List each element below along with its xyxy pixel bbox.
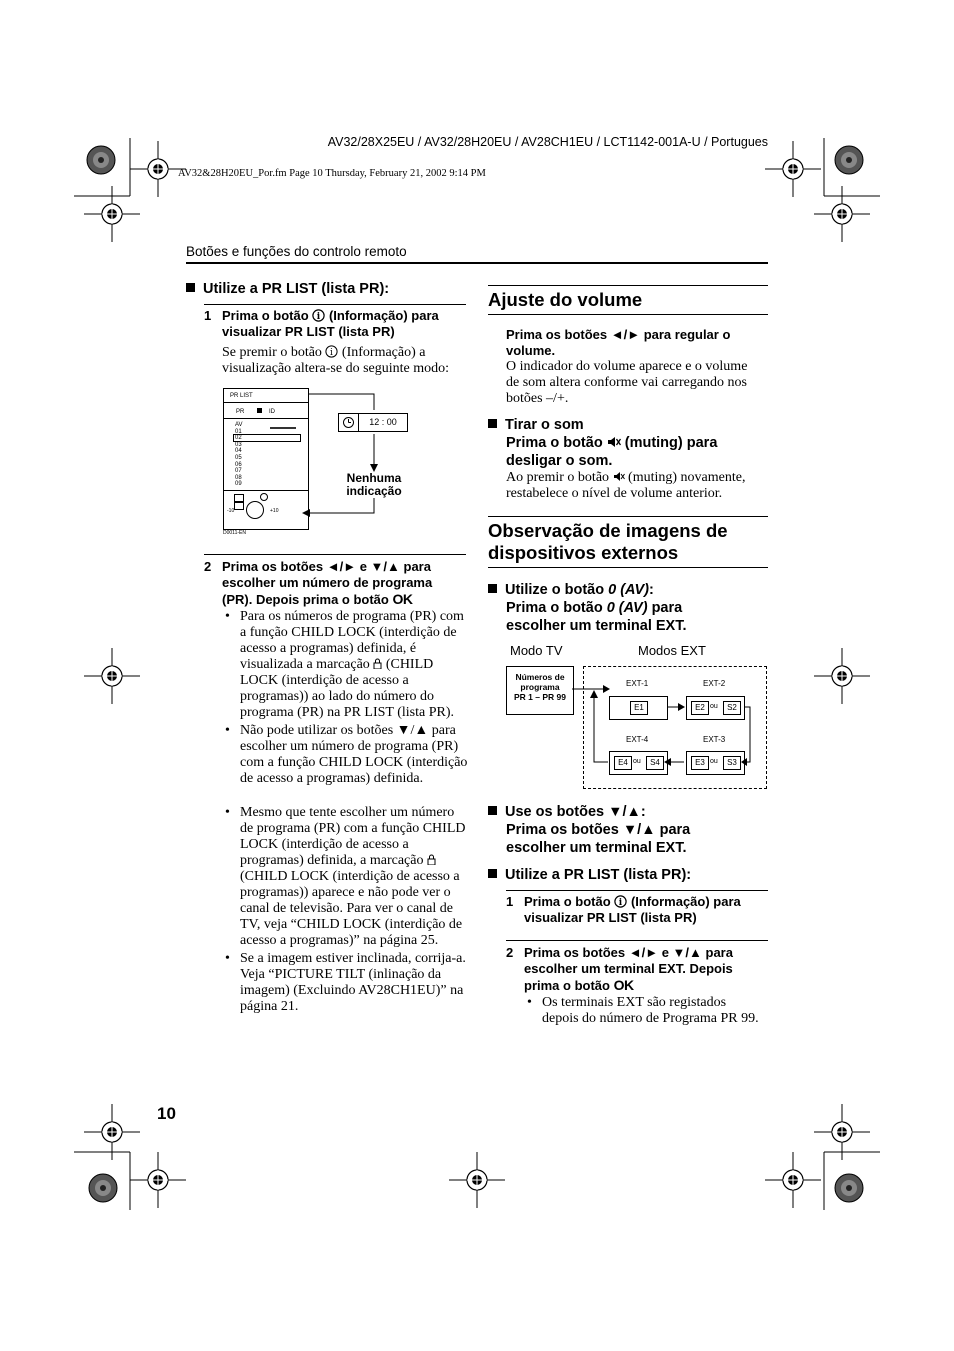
column-pr: PR (236, 409, 245, 415)
volume-step: Prima os botões ◄/► para regular o volume. (506, 327, 731, 358)
bullet-item: • Para os números de programa (PR) com a função CHILD LOCK (interdição de acesso a programas) definida, é visualizada a marcação (CHILD LOCK (interdição de acesso a programas)) ao lado do número do programa (PR) na PR LIST (lista PR). (240, 609, 468, 721)
tv-mode-box: Números de programa PR 1 – PR 99 (506, 666, 574, 715)
square-bullet-icon (488, 419, 497, 428)
left-step2: Prima os botões ◄/► e ▼/▲ para escolher um número de programa (PR). Depois prima o botão OK (222, 559, 433, 607)
svg-text:i: i (330, 348, 334, 358)
updown-step: Prima os botões ▼/▲ para escolher um terminal EXT. (506, 822, 691, 856)
rule (488, 516, 768, 517)
bullet-item: • Se a imagem estiver inclinada, corrija-a. Veja “PICTURE TILT (inlinação da imagem) (Excluindo AV28CH1EU)” na página 21. (240, 951, 468, 1015)
tv-button-icon (234, 502, 244, 510)
av-step: Prima o botão 0 (AV) para escolher um terminal EXT. (506, 600, 687, 634)
step-number: 2 (506, 945, 514, 960)
ok-icon: OK (392, 591, 413, 607)
ext3-terminal (686, 751, 745, 775)
rule (488, 285, 768, 286)
av-heading: Utilize o botão 0 (AV): (488, 581, 768, 599)
id-placeholder (270, 427, 296, 429)
pr-list-screen (223, 388, 309, 530)
screen-title: PR LIST (230, 393, 253, 399)
ext4-terminal (609, 751, 668, 775)
lock-icon (427, 854, 436, 865)
ok-icon: OK (613, 977, 634, 993)
model-line: AV32/28X25EU / AV32/28H20EU / AV28CH1EU / LCT1142-001A-U / Portugues (327, 135, 768, 149)
mute-icon (607, 436, 621, 448)
step-number: 1 (506, 894, 514, 909)
s4-terminal: S4 (646, 756, 664, 770)
left-step1: Prima o botão i (Informação) para visualizar PR LIST (lista PR) (222, 308, 439, 339)
square-bullet-icon (488, 869, 497, 878)
svg-text:i: i (619, 898, 623, 908)
ext3-label: EXT-3 (703, 735, 726, 744)
square-bullet-icon (488, 584, 497, 593)
square-bullet-icon (186, 283, 195, 292)
ext1-label: EXT-1 (626, 679, 649, 688)
clock-icon (342, 416, 355, 429)
no-indication-label: Nenhuma indicação (346, 471, 402, 498)
bullet-item: • Não pode utilizar os botões ▼/▲ para escolher um número de programa (PR) com a função CHILD LOCK (interdição de acesso a programas) definida. (240, 723, 468, 787)
or-label: ou (710, 703, 718, 710)
mute-body: Ao premir o botão (muting) novamente, restabelece o nível de volume anterior. (506, 470, 746, 501)
mute-step: Prima o botão (muting) para desligar o som. (506, 435, 718, 469)
bullet-item: • Os terminais EXT são registados depois do número de Programa PR 99. (542, 995, 770, 1027)
ext2-terminal (686, 696, 745, 720)
ext4-label: EXT-4 (626, 735, 649, 744)
file-info-line: AV32&28H20EU_Por.fm Page 10 Thursday, February 21, 2002 9:14 PM (178, 168, 486, 179)
av-button-icon: 0 (AV) (608, 582, 649, 598)
plus-ten-label: +10 (270, 508, 279, 514)
running-title: Botões e funções do controlo remoto (186, 244, 407, 259)
bullet-item: • Mesmo que tente escolher um número de programa (PR) com a função CHILD LOCK (interdição de acesso a programas) definida, a marcação (CHILD LOCK (interdição de acesso a programas)) aparece e não pode ver o canal de televisão. Para ver o canal de TV, veja “CHILD LOCK (interdição de acesso a programas)” na página 25. (240, 805, 468, 949)
illustration-code: D0011-EN (223, 530, 246, 536)
mute-icon (613, 471, 625, 482)
screen-flow-arrows (300, 388, 420, 528)
mode-tv-label: Modo TV (510, 643, 563, 658)
page-number: 10 (157, 1104, 176, 1123)
clock-display (338, 413, 408, 432)
e1-terminal: E1 (630, 701, 648, 715)
or-label: ou (633, 758, 641, 765)
av-button-icon: 0 (AV) (606, 600, 648, 616)
left-heading: Utilize a PR LIST (lista PR): (186, 280, 389, 298)
mute-heading: Tirar o som (488, 416, 768, 434)
s2-terminal: S2 (723, 701, 741, 715)
clock-icon (260, 493, 268, 501)
rule (204, 304, 466, 305)
ext2-label: EXT-2 (703, 679, 726, 688)
info-icon (325, 345, 338, 358)
s3-terminal: S3 (723, 756, 741, 770)
dpad-icon (246, 501, 264, 519)
info-icon (312, 309, 325, 322)
or-label: ou (710, 758, 718, 765)
screen-rows: AV 01 02 03 04 05 06 07 08 09 (235, 422, 243, 488)
left-step1-body: Se premir o botão i (Informação) a visualização altera-se do seguinte modo: (222, 345, 450, 376)
e3-terminal: E3 (691, 756, 709, 770)
step-number: 2 (204, 559, 212, 574)
step-number: 1 (204, 308, 212, 323)
rule (506, 940, 768, 941)
prlist-step2: Prima os botões ◄/► e ▼/▲ para escolher um terminal EXT. Depois prima o botão OK (524, 945, 733, 993)
selection-cursor (233, 434, 301, 442)
header-rule (186, 262, 768, 264)
prlist-step1: Prima o botão i (Informação) para visualizar PR LIST (lista PR) (524, 894, 741, 925)
e4-terminal: E4 (614, 756, 632, 770)
lock-icon (373, 658, 382, 669)
minus-ten-label: -10 (227, 508, 235, 514)
section-title-volume: Ajuste do volume (488, 289, 643, 310)
svg-text:i: i (317, 312, 321, 322)
e2-terminal: E2 (691, 701, 709, 715)
info-button-icon (234, 494, 244, 502)
section-title-external: Observação de imagens de dispositivos externos (488, 520, 728, 563)
rule (506, 890, 768, 891)
rule (204, 554, 466, 555)
mode-ext-label: Modos EXT (638, 643, 706, 658)
clock-time: 12 : 00 (369, 417, 397, 427)
square-bullet-icon (488, 806, 497, 815)
volume-body: O indicador do volume aparece e o volume de som altera conforme vai carregando nos botões –/+. (506, 359, 748, 406)
ext1-terminal (609, 696, 668, 720)
updown-heading: Use os botões ▼/▲: (488, 803, 768, 821)
prlist-heading: Utilize a PR LIST (lista PR): (488, 866, 768, 884)
info-icon (614, 895, 627, 908)
lock-icon (257, 408, 262, 413)
rule (488, 314, 768, 315)
column-id: ID (269, 409, 275, 415)
rule (488, 567, 768, 568)
